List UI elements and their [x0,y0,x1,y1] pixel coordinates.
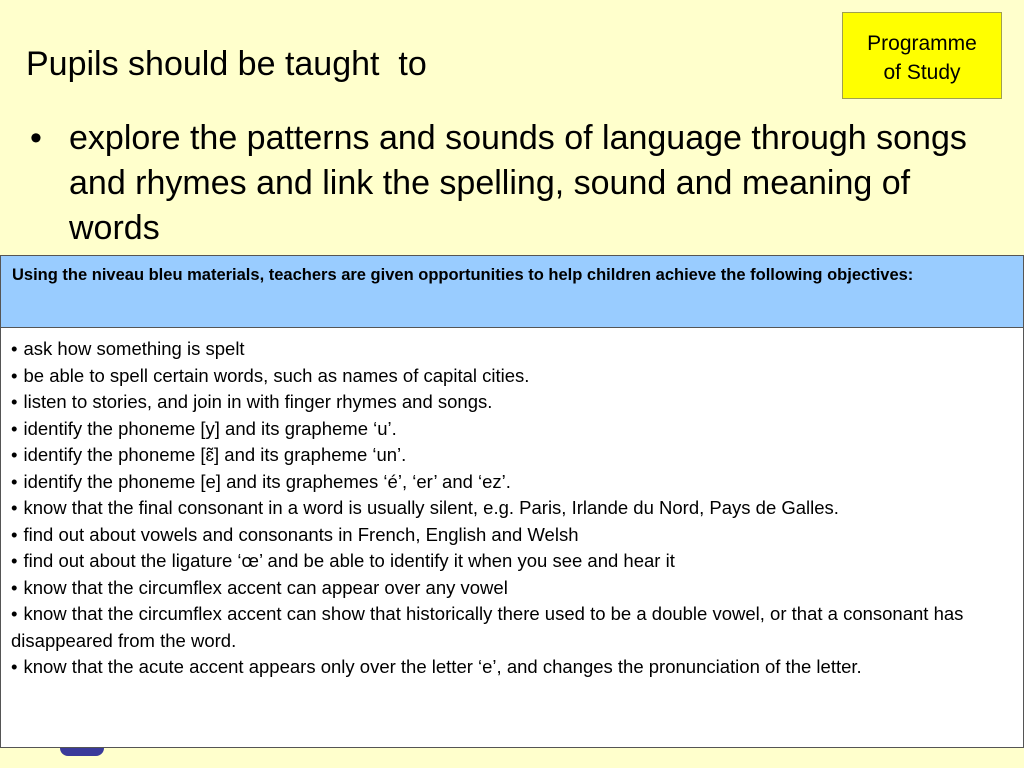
bullet-icon: • [11,470,18,492]
bullet-icon: • [11,364,18,386]
objective-item [11,654,1013,681]
aim-text: explore the patterns and sounds of language through songs and rhymes and link the spelling, sound and meaning of words [69,119,967,247]
objective-item [11,389,1013,416]
objective-item [11,442,1013,469]
objective-item [11,469,1013,496]
objective-text: identify the phoneme [y] and its grapheme ‘u’. [23,417,397,439]
objective-text: know that the final consonant in a word is usually silent, e.g. Paris, Irlande du Nord, Pays de Galles. [23,497,839,518]
programme-of-study-badge [842,12,1002,99]
bullet-icon: • [30,119,42,157]
objective-item [11,416,1013,443]
objective-item [11,575,1013,602]
objective-text: find out about vowels and consonants in French, English and Welsh [23,523,579,545]
objective-text: find out about the ligature ‘œ’ and be able to identify it when you see and hear it [23,550,675,571]
badge-line-1: Programme [867,32,977,55]
objective-item [11,548,1013,575]
objectives-table [0,255,1024,748]
bullet-icon: • [11,497,18,518]
bullet-icon: • [11,444,18,465]
logo-fragment [60,748,104,756]
objective-text: identify the phoneme [ɛ̃] and its grapheme ‘un’. [23,444,407,465]
objective-text: know that the circumflex accent can appear over any vowel [23,576,508,598]
objectives-header: Using the niveau bleu materials, teachers are given opportunities to help children achieve the following objectives: [1,256,1023,328]
objective-item [11,601,1013,654]
bullet-icon: • [11,576,18,598]
objective-text: listen to stories, and join in with finger rhymes and songs. [23,391,493,412]
objective-text: be able to spell certain words, such as names of capital cities. [23,364,530,386]
bullet-icon: • [11,550,18,571]
objectives-list [1,328,1023,681]
badge-line-2: of Study [883,61,961,84]
objective-text: know that the circumflex accent can show that historically there used to be a double vowel, or that a consonant has disappeared from the word. [11,603,964,651]
objective-text: ask how something is spelt [23,338,245,359]
objective-item [11,495,1013,522]
bullet-icon: • [11,523,18,545]
objective-item [11,363,1013,390]
objective-text: know that the acute accent appears only over the letter ‘e’, and changes the pronunciation of the letter. [23,656,862,677]
bullet-icon: • [11,656,18,677]
objective-item [11,336,1013,363]
bullet-icon: • [11,603,18,624]
page-title: Pupils should be taught to [26,45,427,83]
bullet-icon: • [11,391,18,412]
aim-statement [30,116,1010,251]
bullet-icon: • [11,417,18,439]
bullet-icon: • [11,338,18,359]
objective-item [11,522,1013,549]
objective-text: identify the phoneme [e] and its graphemes ‘é’, ‘er’ and ‘ez’. [23,470,511,492]
